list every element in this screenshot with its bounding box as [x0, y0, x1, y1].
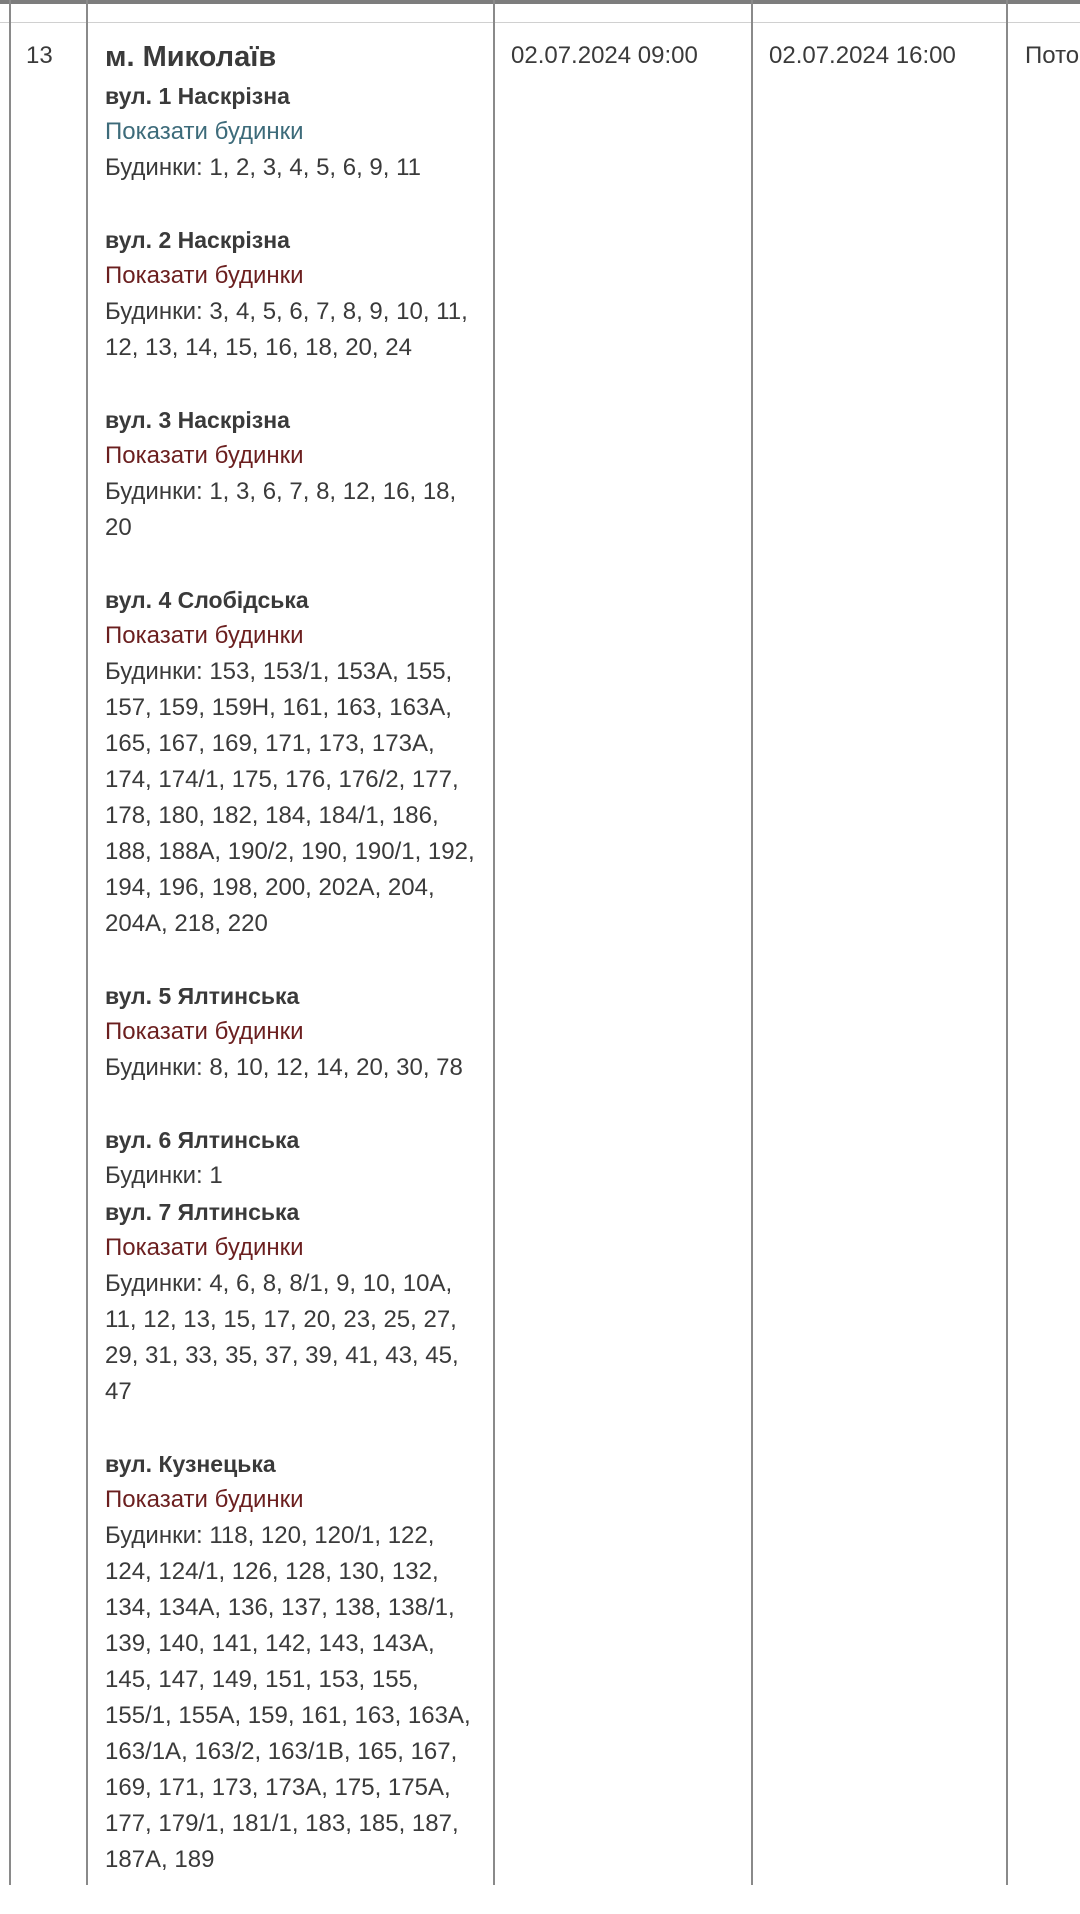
house-numbers: Будинки: 153, 153/1, 153А, 155, 157, 159, 159Н, 161, 163, 163А, 165, 167, 169, 171, 173, 173А, 174, 174/1, 175, 176, 176/2, 177, 178, 180, 182, 184, 184/1, 186, 188, 188А, 190/2, 190, 190/1, 192, 194, 196, 198, 200, 202А, 204, 204А, 218, 220: [105, 658, 475, 937]
house-numbers: Будинки: 1, 3, 6, 7, 8, 12, 16, 18, 20: [105, 478, 457, 541]
column-divider: [751, 0, 753, 1885]
column-divider: [493, 0, 495, 1885]
street-block: [105, 1446, 487, 1878]
street-block: [105, 1194, 487, 1410]
street-block: [105, 402, 487, 546]
street-list: [105, 78, 487, 1878]
street-name: вул. Кузнецька: [105, 1451, 276, 1477]
street-block: [105, 78, 487, 186]
show-houses-link[interactable]: Показати будинки: [105, 622, 304, 649]
street-block: [105, 582, 487, 942]
street-name: вул. 5 Ялтинська: [105, 983, 300, 1009]
show-houses-link[interactable]: Показати будинки: [105, 1486, 304, 1513]
street-name: вул. 7 Ялтинська: [105, 1199, 300, 1225]
show-houses-link[interactable]: Показати будинки: [105, 442, 304, 469]
street-block: [105, 1122, 487, 1194]
city-name: м. Миколаїв: [105, 41, 277, 73]
street-name: вул. 6 Ялтинська: [105, 1127, 300, 1153]
table-top-border: [0, 0, 1080, 4]
address-cell: [105, 36, 487, 1914]
street-name: вул. 3 Наскрізна: [105, 407, 290, 433]
street-name: вул. 1 Наскрізна: [105, 83, 290, 109]
house-numbers: Будинки: 1, 2, 3, 4, 5, 6, 9, 11: [105, 154, 422, 181]
show-houses-link[interactable]: Показати будинки: [105, 1234, 304, 1261]
house-numbers: Будинки: 3, 4, 5, 6, 7, 8, 9, 10, 11, 12, 13, 14, 15, 16, 18, 20, 24: [105, 298, 468, 361]
house-numbers: Будинки: 8, 10, 12, 14, 20, 30, 78: [105, 1054, 463, 1081]
column-divider: [9, 0, 11, 1885]
street-name: вул. 4 Слобідська: [105, 587, 309, 613]
street-block: [105, 222, 487, 366]
table-header-divider: [0, 22, 1080, 23]
outage-type: Пото: [1025, 42, 1080, 69]
outage-start-time: 02.07.2024 09:00: [511, 42, 698, 69]
house-numbers: Будинки: 118, 120, 120/1, 122, 124, 124/1, 126, 128, 130, 132, 134, 134А, 136, 137, 138, 138/1, 139, 140, 141, 142, 143, 143А, 145, 147, 149, 151, 153, 155, 155/1, 155А, 159, 161, 163, 163А, 163/1А, 163/2, 163/1В, 165, 167, 169, 171, 173, 173А, 175, 175А, 177, 179/1, 181/1, 183, 185, 187, 187А, 189: [105, 1522, 471, 1873]
show-houses-link[interactable]: Показати будинки: [105, 262, 304, 289]
house-numbers: Будинки: 1: [105, 1162, 223, 1189]
column-divider: [1006, 0, 1008, 1885]
column-divider: [86, 0, 88, 1885]
street-name: вул. 2 Наскрізна: [105, 227, 290, 253]
show-houses-link[interactable]: Показати будинки: [105, 118, 304, 145]
house-numbers: Будинки: 4, 6, 8, 8/1, 9, 10, 10А, 11, 12, 13, 15, 17, 20, 23, 25, 27, 29, 31, 33, 35, 37, 39, 41, 43, 45, 47: [105, 1270, 459, 1405]
show-houses-link[interactable]: Показати будинки: [105, 1018, 304, 1045]
street-block: [105, 978, 487, 1086]
row-number: 13: [26, 42, 53, 69]
outage-end-time: 02.07.2024 16:00: [769, 42, 956, 69]
